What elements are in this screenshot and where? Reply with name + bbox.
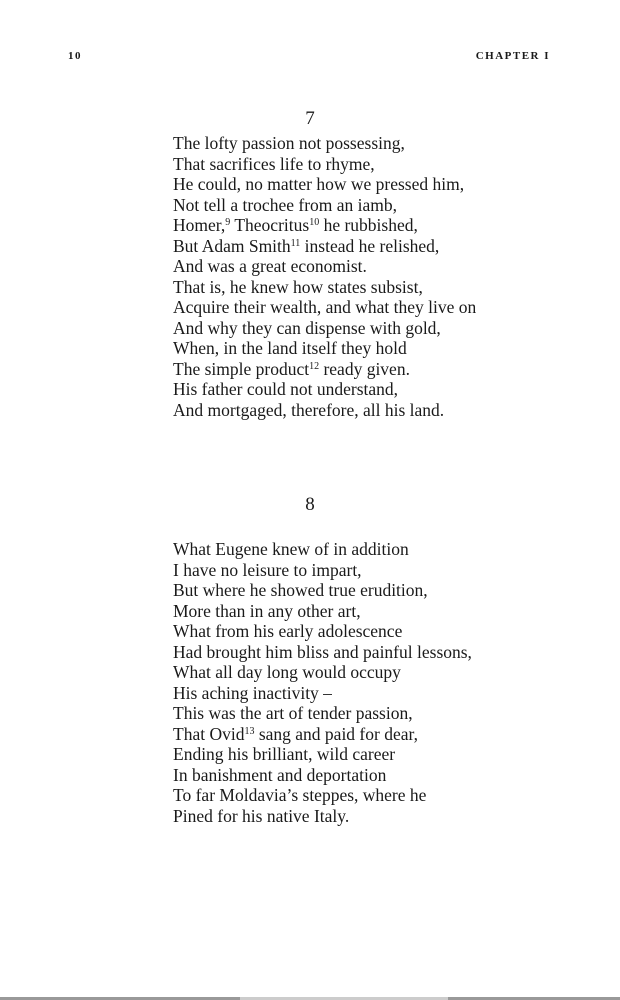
verse-line <box>173 601 472 622</box>
verse-text: He could, no matter how we pressed him, <box>173 174 465 194</box>
verse-text: More than in any other art, <box>173 600 361 621</box>
verse-line <box>173 806 472 827</box>
verse-line <box>173 318 476 339</box>
verse-line <box>173 642 472 663</box>
stanza-number-7: 7 <box>305 108 315 129</box>
footnote-ref: 12 <box>309 360 320 372</box>
footnote-ref: 11 <box>290 237 301 249</box>
verse-text: But where he showed true erudition, <box>173 580 428 600</box>
verse-line <box>173 765 472 786</box>
verse-line <box>173 785 472 806</box>
verse-text: This was the art of tender passion, <box>173 703 413 723</box>
verse-line <box>173 560 472 581</box>
stanza-number-8: 8 <box>305 494 315 515</box>
verse-line <box>173 662 472 683</box>
verse-text: Ending his brilliant, wild career <box>173 744 396 764</box>
stanza-7 <box>173 133 476 420</box>
verse-text: The simple product <box>173 358 310 379</box>
verse-text: sang and paid for dear, <box>254 723 418 744</box>
verse-line <box>173 744 472 765</box>
verse-line <box>173 621 472 642</box>
footnote-ref: 13 <box>244 725 255 737</box>
verse-text: And mortgaged, therefore, all his land. <box>173 399 445 420</box>
verse-text: What Eugene knew of in addition <box>173 539 409 559</box>
verse-line <box>173 580 472 601</box>
verse-line <box>173 539 472 560</box>
verse-text: That is, he knew how states subsist, <box>173 276 423 297</box>
verse-text: Homer, <box>173 215 226 235</box>
verse-line <box>173 277 476 298</box>
verse-line <box>173 215 476 236</box>
footnote-ref: 10 <box>309 217 320 228</box>
verse-line <box>173 195 476 216</box>
verse-text: That sacrifices life to rhyme, <box>173 153 375 174</box>
verse-line <box>173 133 476 154</box>
verse-line <box>173 703 472 724</box>
verse-text: ready given. <box>319 358 410 379</box>
verse-text: To far Moldavia’s steppes, where he <box>173 785 427 805</box>
verse-line <box>173 297 476 318</box>
verse-text: What from his early adolescence <box>173 621 403 641</box>
verse-line <box>173 400 476 421</box>
verse-text: And why they can dispense with gold, <box>173 317 441 338</box>
verse-text: When, in the land itself they hold <box>173 338 407 358</box>
stanza-8 <box>173 539 472 826</box>
verse-line <box>173 256 476 277</box>
verse-line <box>173 379 476 400</box>
verse-text: he rubbished, <box>319 215 418 235</box>
verse-text: The lofty passion not possessing, <box>173 133 405 153</box>
footnote-ref: 9 <box>225 217 231 228</box>
verse-text: I have no leisure to impart, <box>173 559 362 580</box>
verse-line <box>173 359 476 380</box>
verse-text: instead he relished, <box>300 235 440 256</box>
verse-text: And was a great economist. <box>173 256 367 276</box>
verse-line <box>173 236 476 257</box>
running-head: CHAPTER I <box>475 50 550 62</box>
verse-text: His father could not understand, <box>173 379 399 399</box>
page-number: 10 <box>68 50 82 62</box>
verse-text: What all day long would occupy <box>173 662 401 682</box>
verse-line <box>173 683 472 704</box>
verse-text: But Adam Smith <box>173 235 291 256</box>
verse-text: Not tell a trochee from an iamb, <box>173 194 398 215</box>
verse-line <box>173 338 476 359</box>
verse-text: Pined for his native Italy. <box>173 805 350 826</box>
verse-text: Acquire their wealth, and what they live on <box>173 297 477 317</box>
verse-text: In banishment and deportation <box>173 764 387 785</box>
verse-line <box>173 154 476 175</box>
verse-line <box>173 724 472 745</box>
verse-text: That Ovid <box>173 723 245 744</box>
verse-text: Theocritus <box>230 215 310 235</box>
verse-text: Had brought him bliss and painful lessons, <box>173 641 472 662</box>
verse-line <box>173 174 476 195</box>
verse-text: His aching inactivity – <box>173 682 332 703</box>
